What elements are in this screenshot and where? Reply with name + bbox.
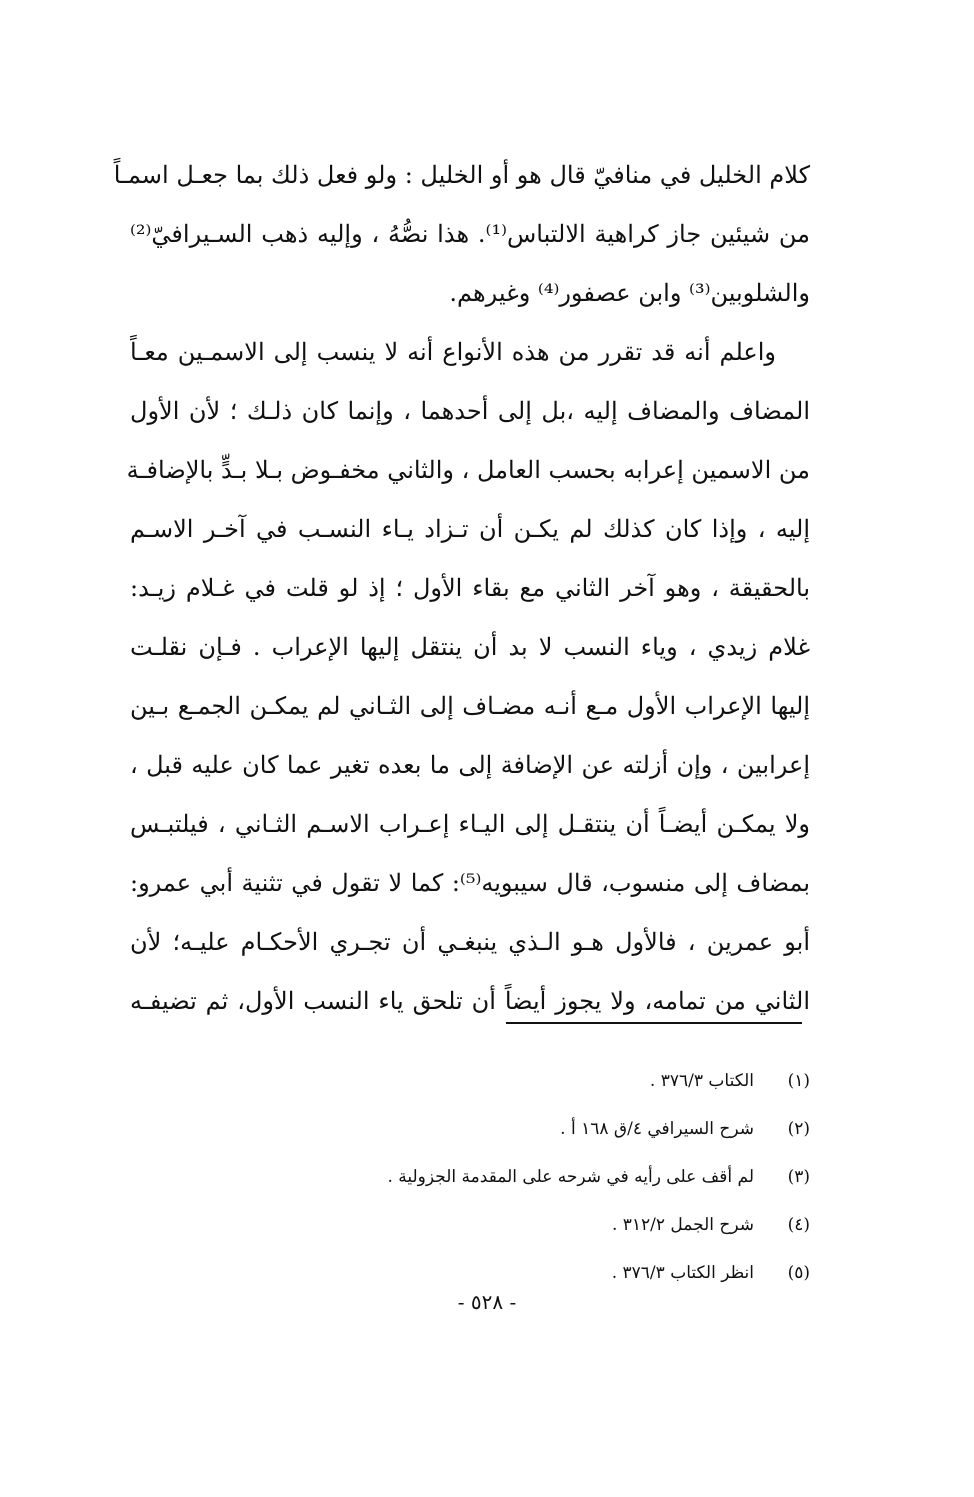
text-line: كلام الخليل في منافيّ قال هو أو الخليل : ولو فعل ذلك بما جعـل اسمـاً xyxy=(113,161,810,189)
text-line: والشلوبين⁽³⁾ وابن عصفور⁽⁴⁾ وغيرهم. xyxy=(449,279,810,307)
footnote-text: شرح السيرافي ٤/ق ١٦٨ أ . xyxy=(560,1119,754,1139)
text-line: ولا يمكـن أيضـاً أن ينتقـل إلى اليـاء إعـراب الاسـم الثـاني ، فيلتبـس xyxy=(130,810,810,838)
text-line: واعلم أنه قد تقرر من هذه الأنواع أنه لا ينسب إلى الاسمـين معـاً xyxy=(130,338,776,366)
text-line: بمضاف إلى منسوب، قال سيبويه⁽⁵⁾: كما لا تقول في تثنية أبي عمرو: xyxy=(130,869,810,897)
footnote-item xyxy=(300,1153,810,1201)
footnote-item xyxy=(300,1105,810,1153)
footnote-number: (٢) xyxy=(787,1119,810,1139)
text-line: غلام زيدي ، وياء النسب لا بد أن ينتقل إليها الإعراب . فـإن نقلـت xyxy=(130,633,810,661)
text-line: إليه ، وإذا كان كذلك لم يكـن أن تـزاد يـاء النسـب في آخـر الاسـم xyxy=(130,515,810,543)
text-line: إعرابين ، وإن أزلته عن الإضافة إلى ما بعده تغير عما كان عليه قبل ، xyxy=(130,751,810,779)
footnote-item xyxy=(300,1057,810,1105)
footnote-number: (٥) xyxy=(787,1263,810,1283)
footnote-number: (٤) xyxy=(787,1215,810,1235)
page-number: - ٥٢٨ - xyxy=(457,1290,517,1314)
main-text xyxy=(113,146,810,1031)
text-line: بالحقيقة ، وهو آخر الثاني مع بقاء الأول ؛ إذ لو قلت في غـلام زيـد: xyxy=(130,574,810,602)
text-line: الثاني من تمامه، ولا يجوز أيضاً أن تلحق ياء النسب الأول، ثم تضيفـه xyxy=(130,987,810,1015)
footnotes xyxy=(300,1057,810,1297)
footnote-text: انظر الكتاب ٣٧٦/٣ . xyxy=(611,1263,754,1283)
text-line: المضاف والمضاف إليه ،بل إلى أحدهما ، وإنما كان ذلـك ؛ لأن الأول xyxy=(130,397,810,425)
footnote-text: شرح الجمل ٣١٢/٢ . xyxy=(611,1215,754,1235)
text-line: من شيئين جاز كراهية الالتباس⁽¹⁾. هذا نصُّهُ ، وإليه ذهب السـيرافيّ⁽²⁾ xyxy=(130,220,810,248)
footnote-number: (٣) xyxy=(787,1167,810,1187)
footnote-number: (١) xyxy=(787,1071,810,1091)
footnote-separator xyxy=(506,1022,802,1024)
footnote-item xyxy=(300,1201,810,1249)
footnote-text: الكتاب ٣٧٦/٣ . xyxy=(649,1071,754,1091)
text-line: أبو عمرين ، فالأول هـو الـذي ينبغـي أن تجـري الأحكـام عليـه؛ لأن xyxy=(130,928,810,956)
text-line: إليها الإعراب الأول مـع أنـه مضـاف إلى الثـاني لم يمكـن الجمـع بـين xyxy=(130,692,810,720)
text-line: من الاسمين إعرابه بحسب العامل ، والثاني مخفـوض بـلا بـدٍّ بالإضافـة xyxy=(126,456,810,484)
footnote-text: لم أقف على رأيه في شرحه على المقدمة الجزولية . xyxy=(387,1167,754,1187)
